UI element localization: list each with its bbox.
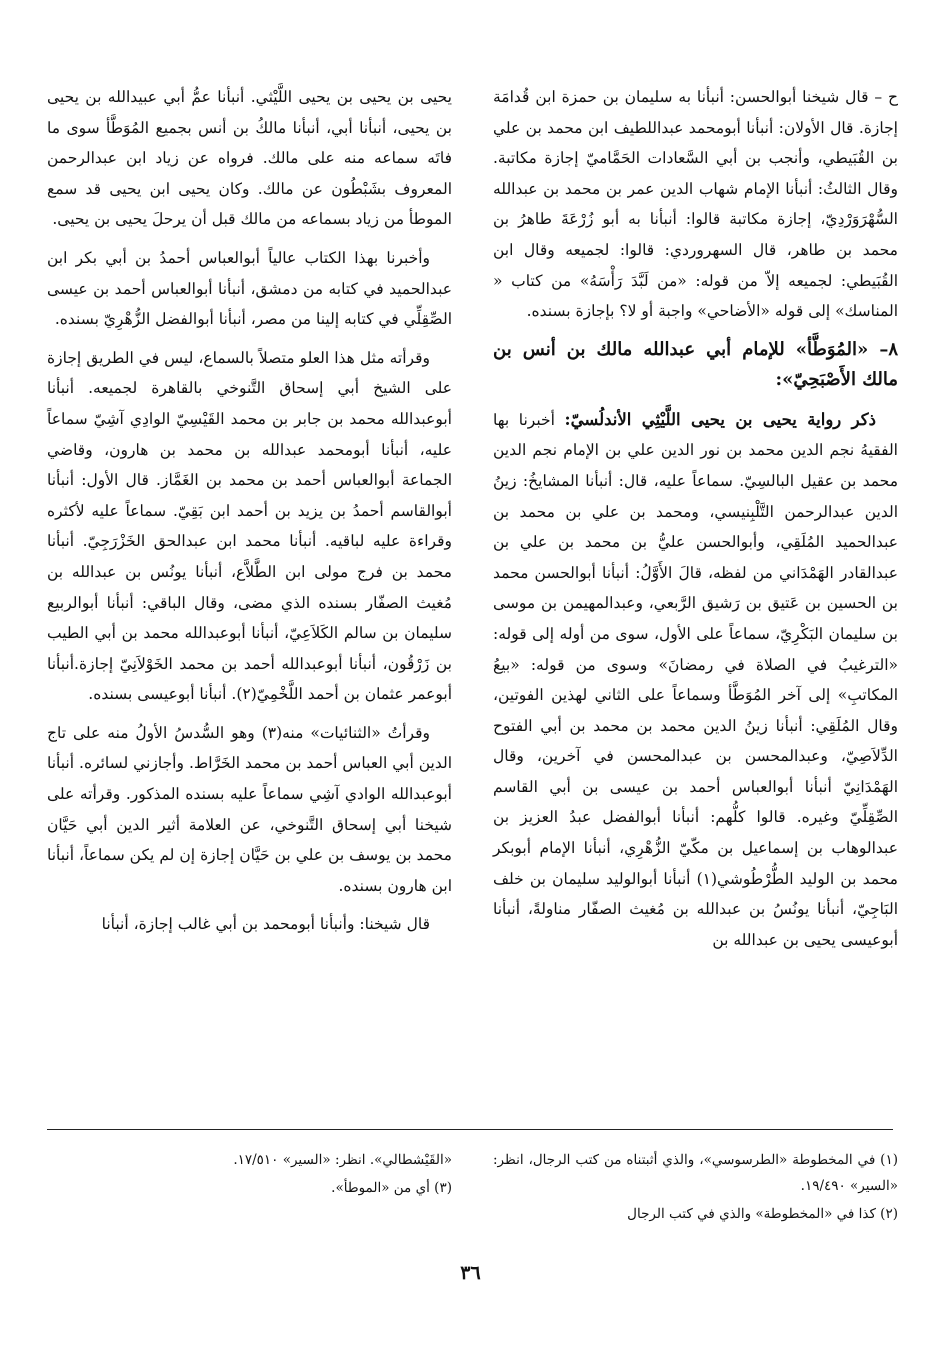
footnote-divider <box>47 1129 893 1130</box>
right-column <box>493 82 898 963</box>
paragraph: يحيى بن يحيى بن يحيى اللَّيْثي. أنبأنا عمُّ أبي عبيدالله بن يحيى بن يحيى، أنبأنا أبي، أنبأنا مالكُ بن أنس بجميع المُوَطَّأ سوى ما فاتَه سماعه منه على مالك. فرواه عن زياد ابن عبدالرحمن المعروف بشَبْطُون عن مالك. وكان يحيى ابن يحيى قد سمع الموطأ من زياد بسماعه من مالك قبل أن يرحلَ يحيى بن يحيى. <box>47 88 452 229</box>
subheading: ذكر رواية يحيى بن يحيى اللَّيْثِي الأندلُسيّ: <box>564 409 876 429</box>
paragraph: وأخبرنا بهذا الكتاب عالياً أبوالعباس أحمدُ بن أبي بكر ابن عبدالحميد في كتابه من دمشق، أنبأنا أبوالعباس أحمد بن عيسى الصِّقِلِّي في كتابه إلينا من مصر، أنبأنا أبوالفضل الزُّهْرِيّ بسنده. <box>47 248 452 329</box>
footnote-2: (٢) كذا في «المخطوطة» والذي في كتب الرجال <box>627 1206 898 1222</box>
paragraph: قال شيخنا: وأنبأنا أبومحمد بن أبي غالب إجازة، أنبأنا <box>101 915 430 934</box>
left-column <box>47 82 452 948</box>
paragraph: وقرأته مثل هذا العلو متصلاً بالسماع، ليس في الطريق إجازة على الشيخ أبي إسحاق التَّنوخي بالقاهرة لجميعه. أنبأنا أبوعبدالله محمد بن جابر بن محمد القَيْسِيّ الوادِي آشِيّ سماعاً عليه، أنبأنا أبومحمد عبدالله بن محمد بن هارون، وقاضي الجماعة أبوالعباس أحمد بن محمد بن الغَمَّاز. قال الأول: أنبأنا أبوالقاسم أحمدُ بن يزيد بن أحمد ابن بَقِيّ. سماعاً عليه لأكثره وقراءة عليه لباقيه. أنبأنا محمد ابن عبدالحق الخَزْرَجِيّ. أنبأنا محمد بن فرج مولى ابن الطَّلاَّع، أنبأنا يونُس بن عبدالله بن مُغيث الصفّار بسنده الذي مضى، وقال الباقي: أنبأنا أبوالربيع سليمان بن سالم الكَلاَعِيّ، أنبأنا أبوعبدالله محمد بن أبي الطيب بن زَرْقُون، أنبأنا أبوعبدالله أحمد بن محمد الخَوْلاَنِيّ إجازة.أنبأنا أبوعمر عثمان بن أحمد اللَّخْمِيّ(٢). أنبأنا أبوعيسى بسنده. <box>47 348 452 704</box>
footnotes-right <box>493 1147 898 1229</box>
paragraph-text: أخبرنا بها الفقيهُ نجم الدين محمد بن نور الدين علي بن الإمام نجم الدين محمد بن عقيل البالسِيّ. سماعاً عليه، قال: أنبأنا المشايخُ: زينُ الدين عبدالرحمن التَّلْبِنيسي، ومحمد بن علي بن محمد بن عبدالحميد المُلَقِي، وأبوالحسن عليُّ بن محمد بن علي بن عبدالقادر الهَمْدَاني من لفظه، قالَ الأَوَّلُ: أنبأنا أبوالحسن محمد بن الحسين بن عَتيق بن رَشيق الرَّبعي، وعبدالمهيمن بن موسى بن سليمان البَكْرِيّ، سماعاً على الأول، سوى من أوله إلى قوله: «الترغيبُ في الصلاة في رمضانَ» وسوى من قوله: «بيعُ المكاتبِ» إلى آخر المُوَطَّأ وسماعاً على الثاني لهذين الفوتين، وقال المُلَقِي: أنبأنا زينُ الدين محمد بن محمد بن أبي الفتوح الدِّلاَصِيّ، وعبدالمحسن بن عبدالمحسن في آخرين، وقال الهَمْدَانِيّ أنبأنا أبوالعباس أحمد بن عيسى بن أبي القاسم الصِّقِلِّيّ وغيره. قالوا كلُّهم: أنبأنا أبوالفضل عبدُ العزيز بن عبدالوهاب بن إسماعيل بن مكّيّ الزُّهْرِي، أنبأنا الإمام أبوبكر محمد بن الوليد الطُّرْطُوشي(١) أنبأنا أبوالوليد سليمان بن خلف البَاجِيّ، أنبأنا يونُسُ بن عبدالله بن مُغيث الصفّار مناولةً، أنبأنا أبوعيسى يحيى بن عبدالله بن <box>493 410 898 949</box>
footnote-1: (١) في المخطوطة «الطرسوسي»، والذي أثبتناه من كتب الرجال، انظر: «السير» ١٩/٤٩٠. <box>493 1152 898 1194</box>
footnote-2-continued: «القَيْشطالي». انظر: «السير» ١٧/٥١٠. <box>233 1152 452 1168</box>
paragraph <box>493 405 898 956</box>
paragraph: وقرأتُ «الثنائيات» منه(٣) وهو السُّدسُ الأولُ منه على تاج الدين أبي العباس أحمد بن محمد الخَرَّاط. وأجازني لسائره. أنبأنا أبوعبدالله الوادي آشِي سماعاً عليه بسنده المذكور. وقرأته على شيخنا أبي إسحاق التَّنوخي، عن العلامة أثير الدين أبي حَيَّان محمد بن يوسف بن علي بن حَيَّان إجازة إن لم يكن سماعاً، أنبأنا ابن هارون بسنده. <box>47 723 452 895</box>
section-heading: ٨– «المُوَطَّأ» للإمام أبي عبدالله مالك بن أنس بن مالك الأَصْبَحِيّ»: <box>493 338 898 390</box>
paragraph: ح – قال شيخنا أبوالحسن: أنبأنا به سليمان بن حمزة ابن قُدامَة إجازة. قال الأولان: أنبأنا أبومحمد عبداللطيف ابن محمد بن علي بن القُبَيطي، وأنجب بن أبي السَّعادات الحَمَّاميّ إجازة مكاتبة. وقال الثالثُ: أنبأنا الإمام شهاب الدين عمر بن محمد بن عبدالله السُّهْرَوَرْدِيّ، إجازة مكاتبة قالوا: أنبأنا به أبو زُرْعَةَ طاهرُ بن محمد بن طاهر، قال السهروردي: قالوا: لجميعه وقال ابن القُبَيطي: لجميعه إلاّ من قوله: «من لَبَّدَ رَأْسَهُ» من كتاب « المناسك» إلى قوله «الأضاحي» واجبة أو لا؟ بإجازة بسنده. <box>493 88 898 321</box>
footnotes-left <box>47 1147 452 1203</box>
page-number: ٣٦ <box>460 1262 481 1284</box>
footnote-3: (٣) أي من «الموطأ». <box>331 1180 452 1196</box>
